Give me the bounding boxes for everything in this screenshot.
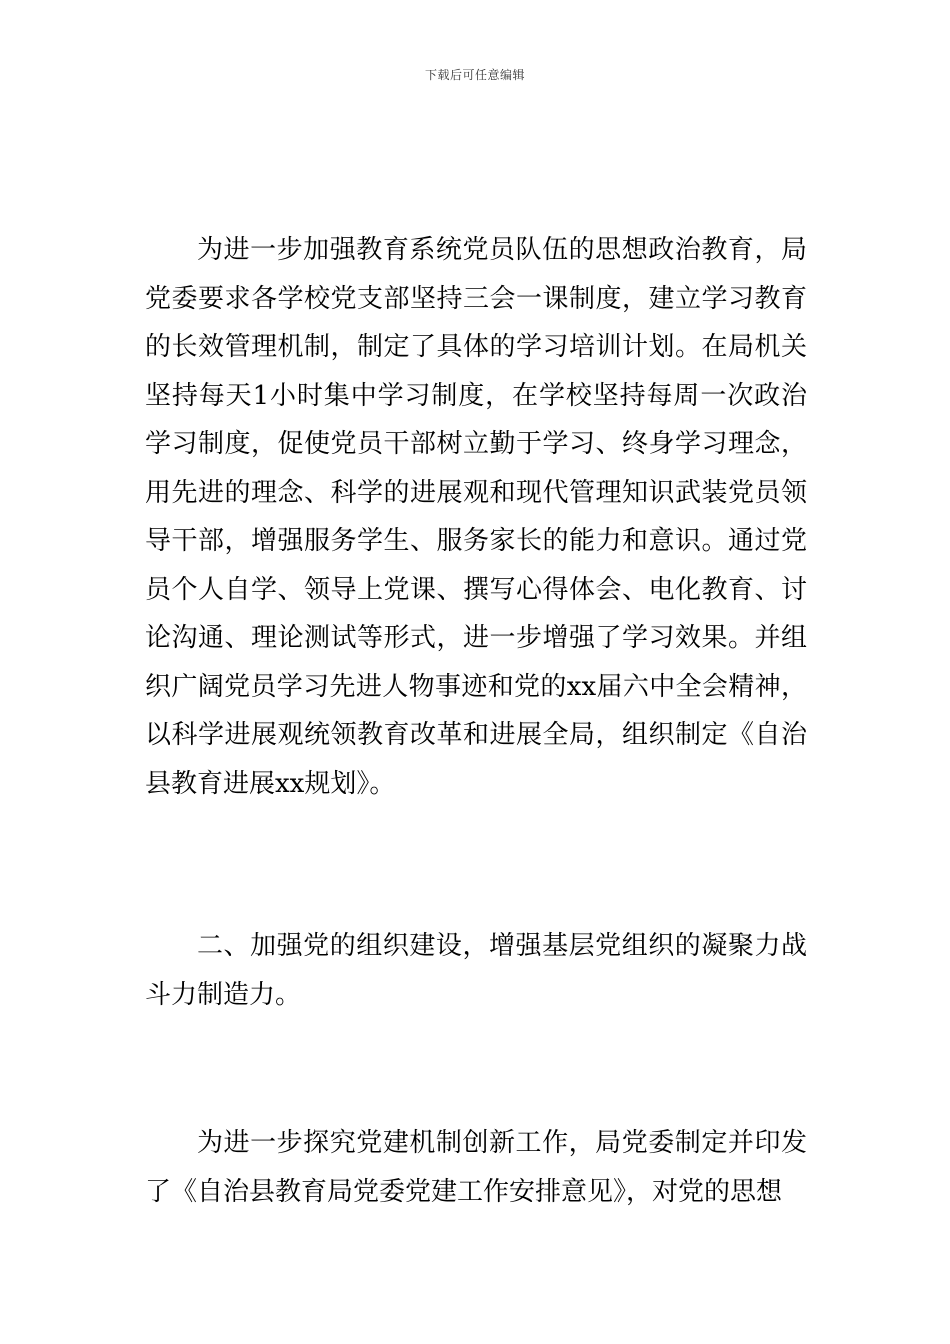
body-paragraph-1: 为进一步加强教育系统党员队伍的思想政治教育，局党委要求各学校党支部坚持三会一课制度，建立学习教育的长效管理机制，制定了具体的学习培训计划。在局机关坚持每天1小时集中学习制度，在学校坚持每周一次政治学习制度，促使党员干部树立勤于学习、终身学习理念，用先进的理念、科学的进展观和现代管理知识武装党员领导干部，增强服务学生、服务家长的能力和意识。通过党员个人自学、领导上党课、撰写心得体会、电化教育、讨论沟通、理论测试等形式，进一步增强了学习效果。并组织广阔党员学习先进人物事迹和党的xx届六中全会精神，以科学进展观统领教育改革和进展全局，组织制定《自治县教育进展xx规划》。: [145, 235, 807, 799]
body-paragraph-3: 为进一步探究党建机制创新工作，局党委制定并印发了《自治县教育局党委党建工作安排意见》，对党的思想: [145, 1128, 807, 1207]
header-note: 下载后可任意编辑: [424, 68, 525, 82]
section-heading-paragraph: 二、加强党的组织建设，增强基层党组织的凝聚力战斗力制造力。: [145, 931, 807, 1010]
